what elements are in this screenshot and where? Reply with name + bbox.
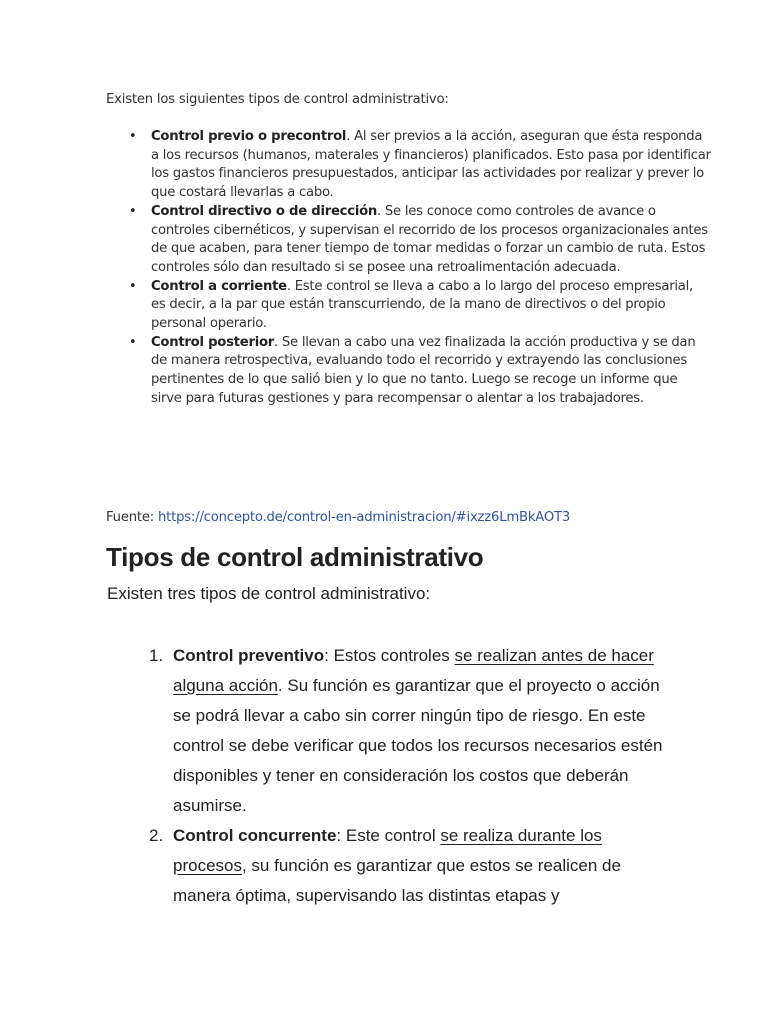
bullet-text: . Al ser previos a la acción, aseguran que ésta responda a los recursos (humanos, materales y financieros) planificados. Esto pasa por identificar los gastos financieros presupuestados, anticipar las actividades por realizar y prever lo que costará llevarlas a cabo.: [151, 129, 711, 201]
bullet-term: Control previo o precontrol: [151, 129, 347, 144]
item-number: 2.: [149, 826, 164, 845]
bullet-item: [151, 278, 711, 334]
bullet-item: [151, 334, 711, 409]
section-subtitle: Existen tres tipos de control administrativo:: [107, 584, 431, 603]
item-text-post: . Su función es garantizar que el proyecto o acción se podrá llevar a cabo sin correr ningún tipo de riesgo. En este control se debe verificar que todos los recursos necesarios estén disponibles y tener en consideración los costos que deberán asumirse.: [173, 676, 663, 815]
source-label: Fuente:: [106, 510, 159, 525]
section-title: Tipos de control administrativo: [106, 542, 484, 572]
source-line: [106, 510, 570, 525]
item-text-pre: : Este control: [336, 826, 441, 845]
bullet-term: Control directivo o de dirección: [151, 203, 378, 219]
control-types-bullet-list: [106, 128, 711, 409]
item-underlined-text: se realiza durante los procesos: [173, 826, 602, 875]
bullet-text: . Se les conoce como controles de avance o controles cibernéticos, y supervisan el recorrido de los procesos organizacionales antes de que acaben, para tener tiempo de tomar medidas o forzar un cambio de ruta. Estos controles sólo dan resultado si se posee una retroalimentación adecuada.: [151, 203, 708, 275]
bullet-term: Control a corriente: [151, 278, 287, 294]
item-text-pre: : Estos controles: [324, 646, 455, 665]
bullet-item: [151, 128, 711, 203]
bullet-text: . Se llevan a cabo una vez finalizada la acción productiva y se dan de manera retrospectiva, evaluando todo el recorrido y extrayendo las conclusiones pertinentes de lo que salió bien y lo que no tanto. Luego se recoge un informe que sirve para futuras gestiones y para recompensar o alentar a los trabajadores.: [151, 334, 696, 406]
bullet-text: . Este control se lleva a cabo a lo largo del proceso empresarial, es decir, a la par que están transcurriendo, de la mano de directivos o del propio personal operario.: [151, 278, 693, 332]
item-text-post: , su función es garantizar que estos se realicen de manera óptima, supervisando las distintas etapas y: [173, 856, 621, 905]
bullet-item: [151, 203, 711, 278]
numbered-item: [149, 821, 673, 911]
numbered-item: [149, 641, 673, 821]
intro-text: Existen los siguientes tipos de control administrativo:: [106, 92, 449, 107]
item-term: Control preventivo: [173, 646, 325, 665]
numbered-control-list: [149, 641, 673, 911]
source-link[interactable]: https://concepto.de/control-en-administracion/#ixzz6LmBkAOT3: [158, 510, 571, 525]
item-underlined-text: se realizan antes de hacer alguna acción: [173, 646, 654, 695]
bullet-term: Control posterior: [151, 334, 275, 350]
item-number: 1.: [149, 646, 164, 665]
item-term: Control concurrente: [173, 826, 337, 845]
